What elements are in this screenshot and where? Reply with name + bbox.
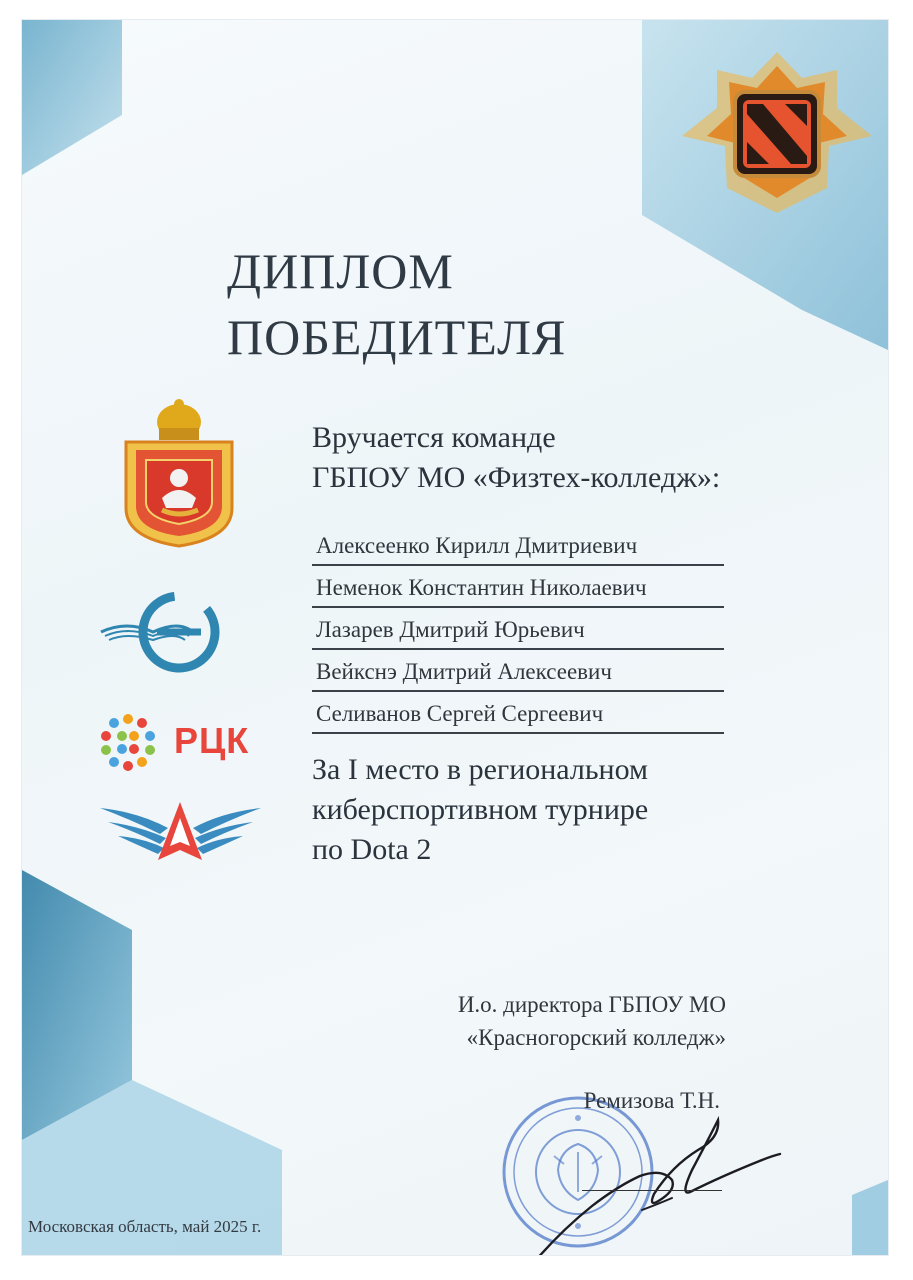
team-member-4: Вейкснэ Дмитрий Алексеевич [312,652,724,692]
team-members-list [312,526,724,734]
awarded-to [312,418,720,498]
rck-text: РЦК [174,720,250,761]
aviation-wings-logo-icon [98,798,263,868]
signature-icon [522,1110,782,1255]
reason-line-2: киберспортивном турнире [312,793,649,826]
dota-2-emblem-icon [677,48,877,218]
rck-dots-logo-icon [98,712,158,772]
reason-line-1: За I место в региональном [312,753,649,786]
title-line-2: ПОБЕДИТЕЛЯ [227,309,567,365]
director-line-2: «Красногорский колледж» [466,1025,726,1050]
awarded-line-1: Вручается команде [312,421,556,454]
place-and-date: Московская область, май 2025 г. [28,1217,262,1236]
team-name: ГБПОУ МО «Физтех-колледж»: [312,461,721,494]
title-line-1: ДИПЛОМ [227,243,454,299]
reason-line-3: по Dota 2 [312,833,432,866]
team-member-5: Селиванов Сергей Сергеевич [312,694,724,734]
diploma-sheet [22,20,888,1255]
director-title [458,988,726,1054]
moscow-oblast-coat-of-arms-icon [122,398,237,548]
education-book-logo-icon [97,588,227,678]
diploma-title [227,238,566,370]
director-line-1: И.о. директора ГБПОУ МО [457,992,726,1017]
signature-line [582,1190,722,1191]
team-member-3: Лазарев Дмитрий Юрьевич [312,610,724,650]
team-member-2: Неменок Константин Николаевич [312,568,724,608]
award-reason [312,750,648,870]
signer-name: Ремизова Т.Н. [583,1088,720,1113]
rck-logo [98,712,258,772]
team-member-1: Алексеенко Кирилл Дмитриевич [312,526,724,566]
